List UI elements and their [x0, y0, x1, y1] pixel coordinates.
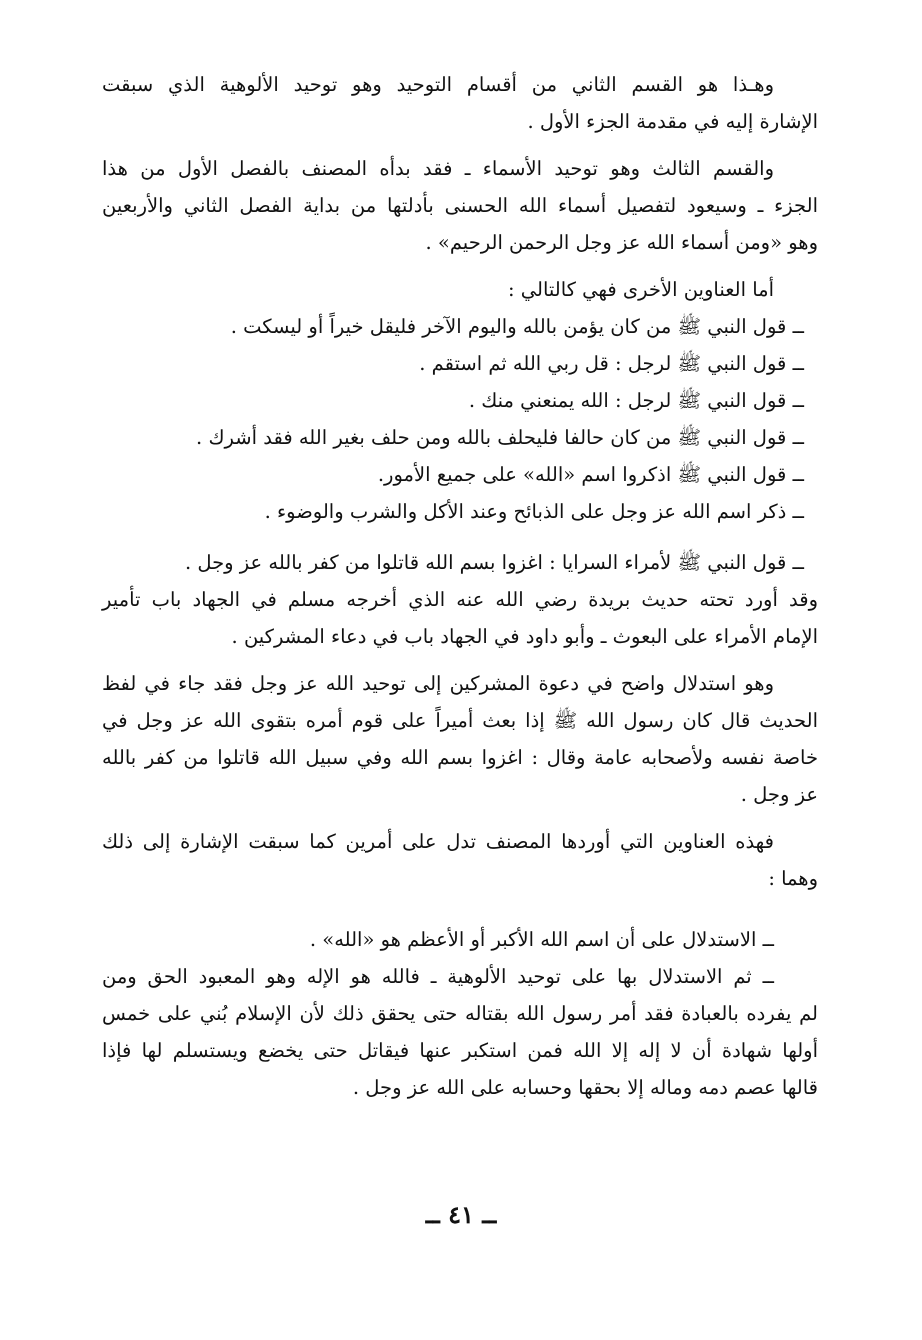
point-one: ــ الاستدلال على أن اسم الله الأكبر أو الأعظم هو «الله» . — [309, 928, 774, 951]
list-item: ــ قول النبي ﷺ لرجل : الله يمنعني منك . — [468, 389, 804, 412]
list-item: ــ قول النبي ﷺ لأمراء السرايا : اغزوا بسم الله قاتلوا من كفر بالله عز وجل . — [184, 551, 804, 574]
text-line: ــ ثم الاستدلال بها على توحيد الألوهية ـ فالله هو الإله وهو المعبود الحق ومن — [102, 965, 774, 988]
page-body — [102, 66, 818, 1116]
spacer — [102, 907, 818, 921]
page-number: ــ ٤١ ــ — [425, 1200, 497, 1229]
text-line: خاصة نفسه ولأصحابه عامة وقال : اغزوا بسم الله وفي سبيل الله قاتلوا من كفر بالله — [102, 746, 818, 769]
list-item: ــ قول النبي ﷺ اذكروا اسم «الله» على جميع الأمور. — [377, 463, 804, 486]
paragraph-tawhid-asma — [102, 150, 818, 261]
text-line: أولها شهادة أن لا إله إلا الله فمن استكبر عنها فيقاتل حتى يخضع ويستسلم لها فإذا — [102, 1039, 818, 1062]
text-line: وقد أورد تحته حديث بريدة رضي الله عنه الذي أخرجه مسلم في الجهاد باب تأمير — [102, 588, 818, 611]
text-line: وهو استدلال واضح في دعوة المشركين إلى توحيد الله عز وجل فقد جاء في لفظ — [102, 672, 774, 695]
spacer — [102, 530, 818, 544]
text-line: والقسم الثالث وهو توحيد الأسماء ـ فقد بدأه المصنف بالفصل الأول من هذا — [102, 157, 774, 180]
paragraph-summary — [102, 823, 818, 897]
text-line: لم يفرده بالعبادة فقد أمر رسول الله بقتاله حتى يحقق ذلك لأن الإسلام بُني على خمس — [102, 1002, 818, 1025]
paragraph-istidlal — [102, 665, 818, 813]
text-line: الإشارة إليه في مقدمة الجزء الأول . — [527, 110, 818, 133]
text-line: الحديث قال كان رسول الله ﷺ إذا بعث أميراً على قوم أمره بتقوى الله عز وجل في — [102, 709, 818, 732]
text-line: وهو «ومن أسماء الله عز وجل الرحمن الرحيم» . — [425, 231, 818, 254]
titles-list — [102, 308, 818, 581]
list-item: ــ ذكر اسم الله عز وجل على الذبائح وعند الأكل والشرب والوضوء . — [264, 500, 804, 523]
paragraph-tawhid-uluhiyya — [102, 66, 818, 140]
text-line: الجزء ـ وسيعود لتفصيل أسماء الله الحسنى بأدلتها من بداية الفصل الثاني والأربعين — [102, 194, 818, 217]
text-line: عز وجل . — [740, 783, 818, 806]
text-line: قالها عصم دمه وماله إلا بحقها وحسابه على الله عز وجل . — [352, 1076, 818, 1099]
paragraph-point-two — [102, 958, 818, 1106]
list-item: ــ قول النبي ﷺ من كان حالفا فليحلف بالله ومن حلف بغير الله فقد أشرك . — [196, 426, 804, 449]
list-item: ــ قول النبي ﷺ من كان يؤمن بالله واليوم الآخر فليقل خيراً أو ليسكت . — [230, 315, 804, 338]
list-item: ــ قول النبي ﷺ لرجل : قل ربي الله ثم استقم . — [419, 352, 804, 375]
text-line: وهـذا هو القسم الثاني من أقسام التوحيد وهو توحيد الألوهية الذي سبقت — [102, 73, 774, 96]
paragraph-burayda-hadith — [102, 581, 818, 655]
text-line: وهما : — [768, 867, 818, 890]
list-intro: أما العناوين الأخرى فهي كالتالي : — [507, 278, 774, 301]
text-line: فهذه العناوين التي أوردها المصنف تدل على أمرين كما سبقت الإشارة إلى ذلك — [102, 830, 774, 853]
text-line: الإمام الأمراء على البعوث ـ وأبو داود في الجهاد باب في دعاء المشركين . — [231, 625, 818, 648]
